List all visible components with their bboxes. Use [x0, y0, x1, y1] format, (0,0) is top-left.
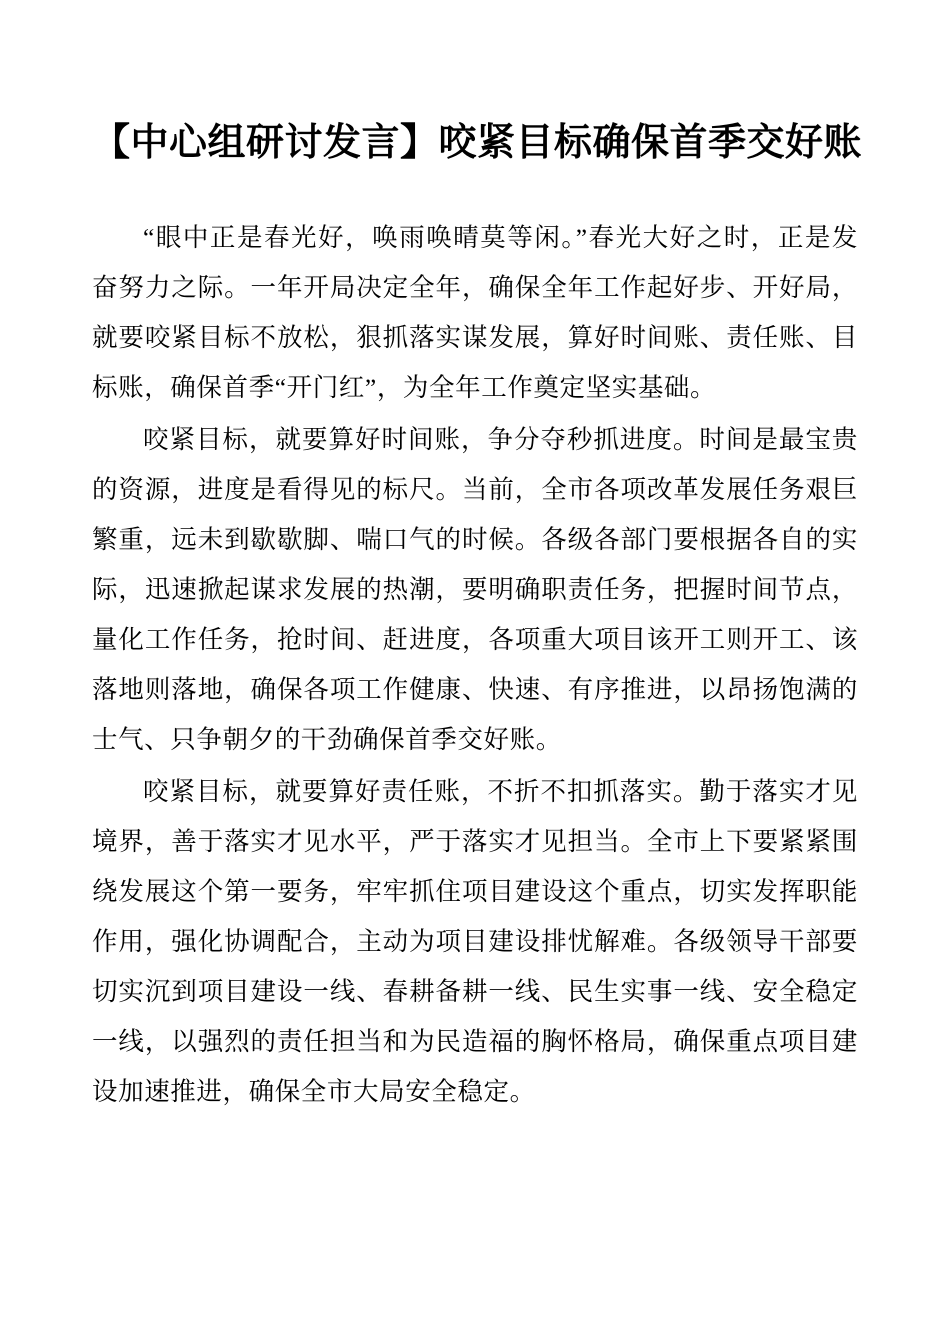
page-title: 【中心组研讨发言】咬紧目标确保首季交好账	[92, 122, 863, 164]
paragraph: 咬紧目标，就要算好时间账，争分夺秒抓进度。时间是最宝贵的资源，进度是看得见的标尺。当前，全市各项改革发展任务艰巨繁重，远未到歇歇脚、喘口气的时候。各级各部门要根据各自的实际，迅速掀起谋求发展的热潮，要明确职责任务，把握时间节点，量化工作任务，抢时间、赶进度，各项重大项目该开工则开工、该落地则落地，确保各项工作健康、快速、有序推进，以昂扬饱满的士气、只争朝夕的干劲确保首季交好账。	[92, 425, 858, 755]
paragraph: 咬紧目标，就要算好责任账，不折不扣抓落实。勤于落实才见境界，善于落实才见水平，严于落实才见担当。全市上下要紧紧围绕发展这个第一要务，牢牢抓住项目建设这个重点，切实发挥职能作用，强化协调配合，主动为项目建设排忧解难。各级领导干部要切实沉到项目建设一线、春耕备耕一线、民生实事一线、安全稳定一线，以强烈的责任担当和为民造福的胸怀格局，确保重点项目建设加速推进，确保全市大局安全稳定。	[92, 777, 858, 1107]
paragraph: “眼中正是春光好，唤雨唤晴莫等闲。”春光大好之时，正是发奋努力之际。一年开局决定全年，确保全年工作起好步、开好局，就要咬紧目标不放松，狠抓落实谋发展，算好时间账、责任账、目标账，确保首季“开门红”，为全年工作奠定坚实基础。	[92, 223, 858, 403]
document-body	[92, 213, 858, 1117]
